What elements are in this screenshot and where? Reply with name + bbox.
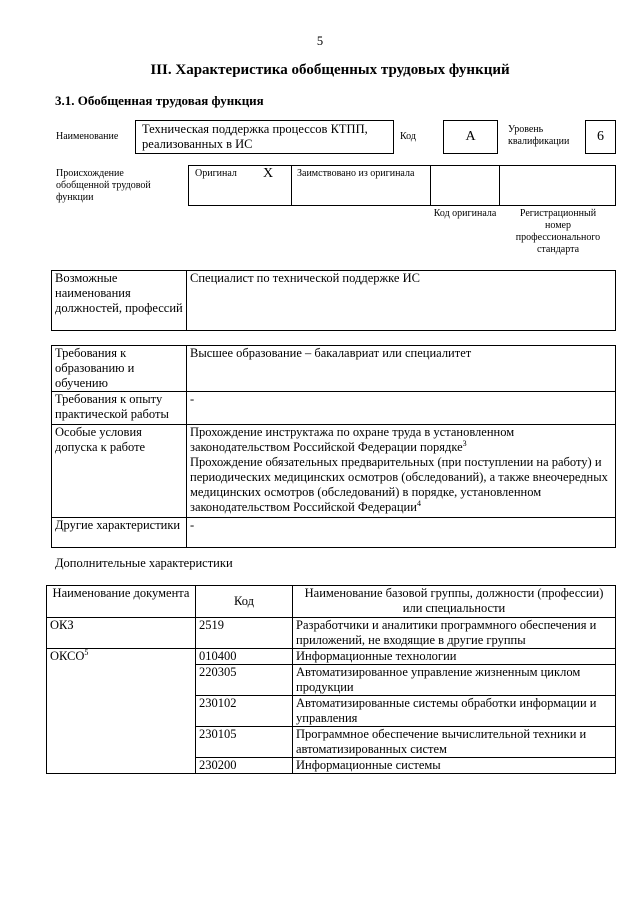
origin-table <box>188 165 616 206</box>
requirement-value <box>187 425 616 518</box>
additional-title: Дополнительные характеристики <box>55 556 233 570</box>
okso-name: Информационные системы <box>293 758 616 774</box>
okso-name: Автоматизированные системы обработки информации и управления <box>293 696 616 727</box>
positions-value: Специалист по технической поддержке ИС <box>187 271 616 331</box>
requirement-text: Прохождение обязательных предварительных (при поступлении на работу) и периодических медицинских осмотров (обследований), а также внеочередных медицинских осмотров (обследований) в порядке, установленном законодательством Российской Федерации$^4$ <box>190 455 608 514</box>
origin-label: Происхождение обобщенной трудовой функции <box>56 168 151 203</box>
positions-label: Возможные наименования должностей, профессий <box>52 271 187 331</box>
positions-table <box>51 270 616 331</box>
okz-name: Разработчики и аналитики программного обеспечения и приложений, не входящие в другие группы <box>293 618 616 649</box>
footnote-marker: 4 <box>416 498 421 508</box>
requirement-label: Особые условия допуска к работе <box>52 425 187 518</box>
page-number: 5 <box>316 34 324 48</box>
origin-divider <box>430 166 431 205</box>
okso-code: 220305 <box>196 665 293 696</box>
reg-number-caption: Регистрационный номер профессионального стандарта <box>515 208 601 255</box>
function-name-label: Наименование <box>56 131 119 142</box>
okso-code: 230200 <box>196 758 293 774</box>
origin-divider <box>291 166 292 205</box>
function-name-value: Техническая поддержка процессов КТПП, реализованных в ИС <box>135 120 394 154</box>
okso-name: Программное обеспечение вычислительной техники и автоматизированных систем <box>293 727 616 758</box>
function-code-label: Код <box>400 131 416 142</box>
origin-divider <box>499 166 500 205</box>
original-mark: X <box>263 166 274 181</box>
okso-code: 010400 <box>196 649 293 665</box>
header-code: Код <box>196 586 293 618</box>
okso-name: Информационные технологии <box>293 649 616 665</box>
requirements-table <box>51 345 616 548</box>
requirement-text: Прохождение инструктажа по охране труда в установленном законодательством Российской Федерации порядке <box>190 425 515 454</box>
section-title: III. Характеристика обобщенных трудовых функций <box>150 62 510 78</box>
code-original-caption: Код оригинала <box>433 208 497 219</box>
qualification-level-value: 6 <box>585 120 616 154</box>
okz-doc: ОКЗ <box>47 618 196 649</box>
footnote-marker: 3 <box>462 438 467 448</box>
borrowed-label: Заимствовано из оригинала <box>297 168 415 179</box>
subsection-title: 3.1. Обобщенная трудовая функция <box>55 93 264 108</box>
okso-code: 230102 <box>196 696 293 727</box>
okso-doc: ОКСО$^5$ <box>47 649 196 774</box>
header-name: Наименование базовой группы, должности (профессии) или специальности <box>293 586 616 618</box>
requirement-value: - <box>187 392 616 425</box>
function-code-value: А <box>443 120 498 154</box>
additional-table <box>46 585 616 774</box>
original-label: Оригинал <box>195 168 237 179</box>
okz-code: 2519 <box>196 618 293 649</box>
qualification-level-label: Уровень квалификации <box>508 124 570 147</box>
okso-name: Автоматизированное управление жизненным циклом продукции <box>293 665 616 696</box>
header-document: Наименование документа <box>47 586 196 618</box>
requirement-label: Требования к опыту практической работы <box>52 392 187 425</box>
okso-code: 230105 <box>196 727 293 758</box>
footnote-marker: 5 <box>84 647 89 657</box>
requirement-value: Высшее образование – бакалавриат или специалитет <box>187 346 616 392</box>
requirement-value: - <box>187 518 616 548</box>
requirement-label: Другие характеристики <box>52 518 187 548</box>
requirement-label: Требования к образованию и обучению <box>52 346 187 392</box>
